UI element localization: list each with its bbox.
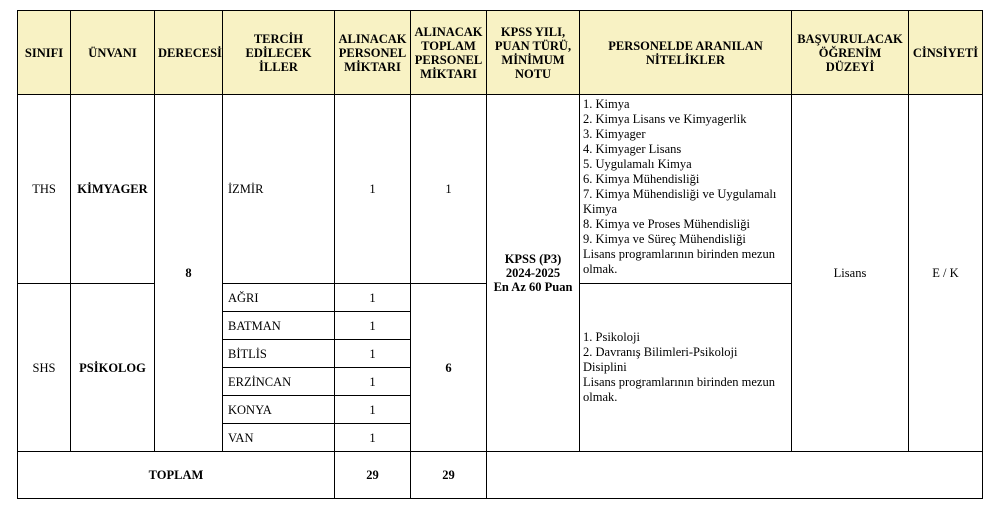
staff-requirements-table (17, 10, 983, 499)
staff-requirements-table-container (17, 10, 983, 499)
psikolog-miktar: 1 (335, 424, 411, 452)
kimyager-nitelik-line: 5. Uygulamalı Kimya (583, 157, 692, 171)
cinsiyet-cell: E / K (909, 95, 983, 452)
kimyager-toplam: 1 (411, 95, 487, 284)
kimyager-unvan: KİMYAGER (71, 95, 155, 284)
psikolog-il: ERZİNCAN (223, 368, 335, 396)
kpss-line-1: KPSS (P3) (504, 252, 562, 266)
kimyager-nitelik-line: 9. Kimya ve Süreç Mühendisliği (583, 232, 746, 246)
total-empty-cell (487, 452, 983, 499)
psikolog-nitelik-line: Disiplini (583, 360, 627, 374)
table-row-kimyager (18, 95, 983, 284)
header-nitelikler: PERSONELDE ARANILAN NİTELİKLER (580, 11, 792, 95)
psikolog-unvan: PSİKOLOG (71, 284, 155, 452)
header-sinifi: SINIFI (18, 11, 71, 95)
header-tercih: TERCİH EDİLECEK İLLER (223, 11, 335, 95)
kimyager-nitelik-line: Lisans programlarının birinden mezun (583, 247, 775, 261)
header-derecesi: DERECESİ (155, 11, 223, 95)
total-alinacak: 29 (335, 452, 411, 499)
psikolog-nitelik-line: olmak. (583, 390, 618, 404)
psikolog-nitelik-line: 1. Psikoloji (583, 330, 640, 344)
psikolog-miktar: 1 (335, 340, 411, 368)
header-alinacak: ALINACAK PERSONEL MİKTARI (335, 11, 411, 95)
header-unvani: ÜNVANI (71, 11, 155, 95)
kimyager-nitelik-line: 6. Kimya Mühendisliği (583, 172, 700, 186)
kpss-line-2: 2024-2025 (505, 266, 561, 280)
kimyager-miktar: 1 (335, 95, 411, 284)
kimyager-nitelik-line: olmak. (583, 262, 618, 276)
kimyager-nitelikler (580, 95, 792, 284)
kpss-cell (487, 95, 580, 452)
psikolog-miktar: 1 (335, 312, 411, 340)
psikolog-nitelik-line: 2. Davranış Bilimleri-Psikoloji (583, 345, 738, 359)
header-kpss: KPSS YILI, PUAN TÜRÜ, MİNİMUM NOTU (487, 11, 580, 95)
kimyager-nitelik-line: 4. Kimyager Lisans (583, 142, 682, 156)
total-toplam: 29 (411, 452, 487, 499)
psikolog-il: KONYA (223, 396, 335, 424)
kimyager-nitelik-line: 1. Kimya (583, 97, 630, 111)
kimyager-nitelik-line: Kimya (583, 202, 618, 216)
psikolog-sinif: SHS (18, 284, 71, 452)
header-cinsiyet: CİNSİYETİ (909, 11, 983, 95)
table-row-total (18, 452, 983, 499)
kimyager-nitelik-line: 8. Kimya ve Proses Mühendisliği (583, 217, 751, 231)
header-toplam: ALINACAK TOPLAM PERSONEL MİKTARI (411, 11, 487, 95)
psikolog-miktar: 1 (335, 368, 411, 396)
psikolog-il: VAN (223, 424, 335, 452)
psikolog-il: AĞRI (223, 284, 335, 312)
kimyager-nitelik-line: 7. Kimya Mühendisliği ve Uygulamalı (583, 187, 777, 201)
kimyager-sinif: THS (18, 95, 71, 284)
kimyager-nitelik-line: 2. Kimya Lisans ve Kimyagerlik (583, 112, 747, 126)
header-duzey: BAŞVURULACAK ÖĞRENİM DÜZEYİ (792, 11, 909, 95)
kimyager-nitelik-line: 3. Kimyager (583, 127, 646, 141)
duzey-cell: Lisans (792, 95, 909, 452)
psikolog-nitelik-line: Lisans programlarının birinden mezun (583, 375, 775, 389)
header-row (18, 11, 983, 95)
psikolog-il: BİTLİS (223, 340, 335, 368)
total-label: TOPLAM (18, 452, 335, 499)
kimyager-il: İZMİR (223, 95, 335, 284)
psikolog-nitelikler (580, 284, 792, 452)
psikolog-miktar: 1 (335, 284, 411, 312)
psikolog-il: BATMAN (223, 312, 335, 340)
derece-cell: 8 (155, 95, 223, 452)
psikolog-miktar: 1 (335, 396, 411, 424)
kpss-line-3: En Az 60 Puan (493, 280, 573, 294)
psikolog-toplam: 6 (411, 284, 487, 452)
